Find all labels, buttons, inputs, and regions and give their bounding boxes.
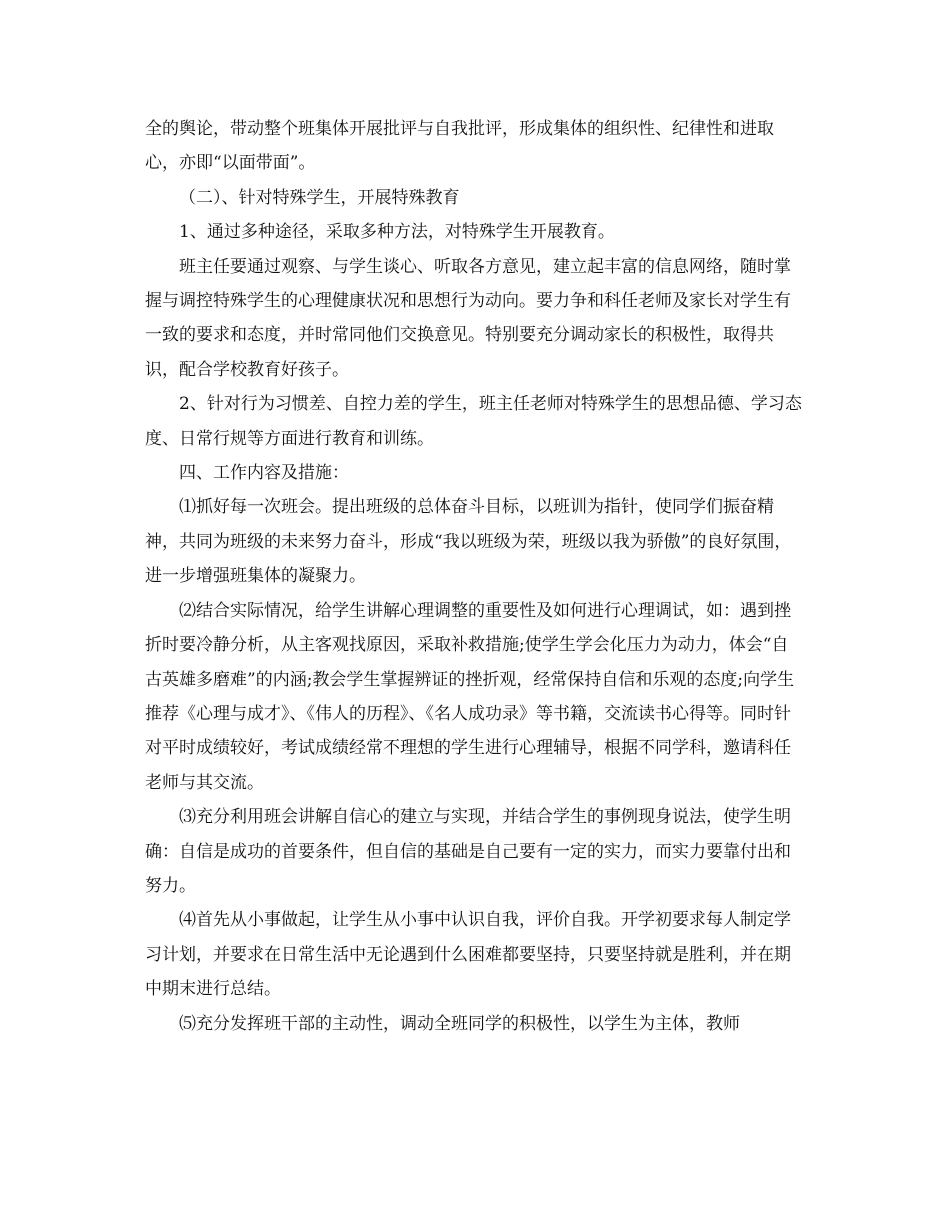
paragraph-item-1: 1、通过多种途径，采取多种方法，对特殊学生开展教育。: [179, 222, 615, 243]
section-heading-work-content: 四、工作内容及措施：: [179, 463, 349, 484]
paragraph-teacher-observation: 班主任要通过观察、与学生谈心、听取各方意见，建立起丰富的信息网络，随时掌握与调控特殊学生的心理健康状况和思想行为动向。要力争和科任老师及家长对学生有一致的要求和态度，并时常同他们交换意见。特别要充分调动家长的积极性，取得共识，配合学校教育好孩子。: [145, 256, 791, 380]
paragraph-item-2: 2、针对行为习惯差、自控力差的学生，班主任老师对特殊学生的思想品德、学习态度、日常行规等方面进行教育和训练。: [145, 394, 802, 449]
paragraph-continuation: 全的舆论，带动整个班集体开展批评与自我批评，形成集体的组织性、纪律性和进取心，亦即“以面带面”。: [145, 119, 774, 174]
paragraph-measure-3: ⑶充分利用班会讲解自信心的建立与实现，并结合学生的事例现身说法，使学生明确：自信是成功的首要条件，但自信的基础是自己要有一定的实力，而实力要靠付出和努力。: [145, 807, 791, 896]
document-body: [145, 112, 805, 1041]
paragraph-measure-1: ⑴抓好每一次班会。提出班级的总体奋斗目标，以班训为指针，使同学们振奋精神，共同为班级的未来努力奋斗，形成“我以班级为荣，班级以我为骄傲”的良好氛围，进一步增强班集体的凝聚力。: [145, 497, 792, 587]
section-heading-special-students: （二）、针对特殊学生，开展特殊教育: [179, 187, 460, 208]
paragraph-measure-5: ⑸充分发挥班干部的主动性，调动全班同学的积极性，以学生为主体，教师: [179, 1013, 740, 1034]
paragraph-measure-4: ⑷首先从小事做起，让学生从小事中认识自我，评价自我。开学初要求每人制定学习计划，并要求在日常生活中无论遇到什么困难都要坚持，只要坚持就是胜利，并在期中期末进行总结。: [145, 910, 791, 1000]
paragraph-measure-2: ⑵结合实际情况，给学生讲解心理调整的重要性及如何进行心理调试，如：遇到挫折时要冷静分析，从主客观找原因，采取补救措施;使学生学会化压力为动力，体会“自古英雄多磨难”的内涵;教会学生掌握辨证的挫折观，经常保持自信和乐观的态度;向学生推荐《心理与成才》、《伟人的历程》、《名人成功录》等书籍，交流读书心得等。同时针对平时成绩较好，考试成绩经常不理想的学生进行心理辅导，根据不同学科，邀请科任老师与其交流。: [145, 600, 795, 793]
